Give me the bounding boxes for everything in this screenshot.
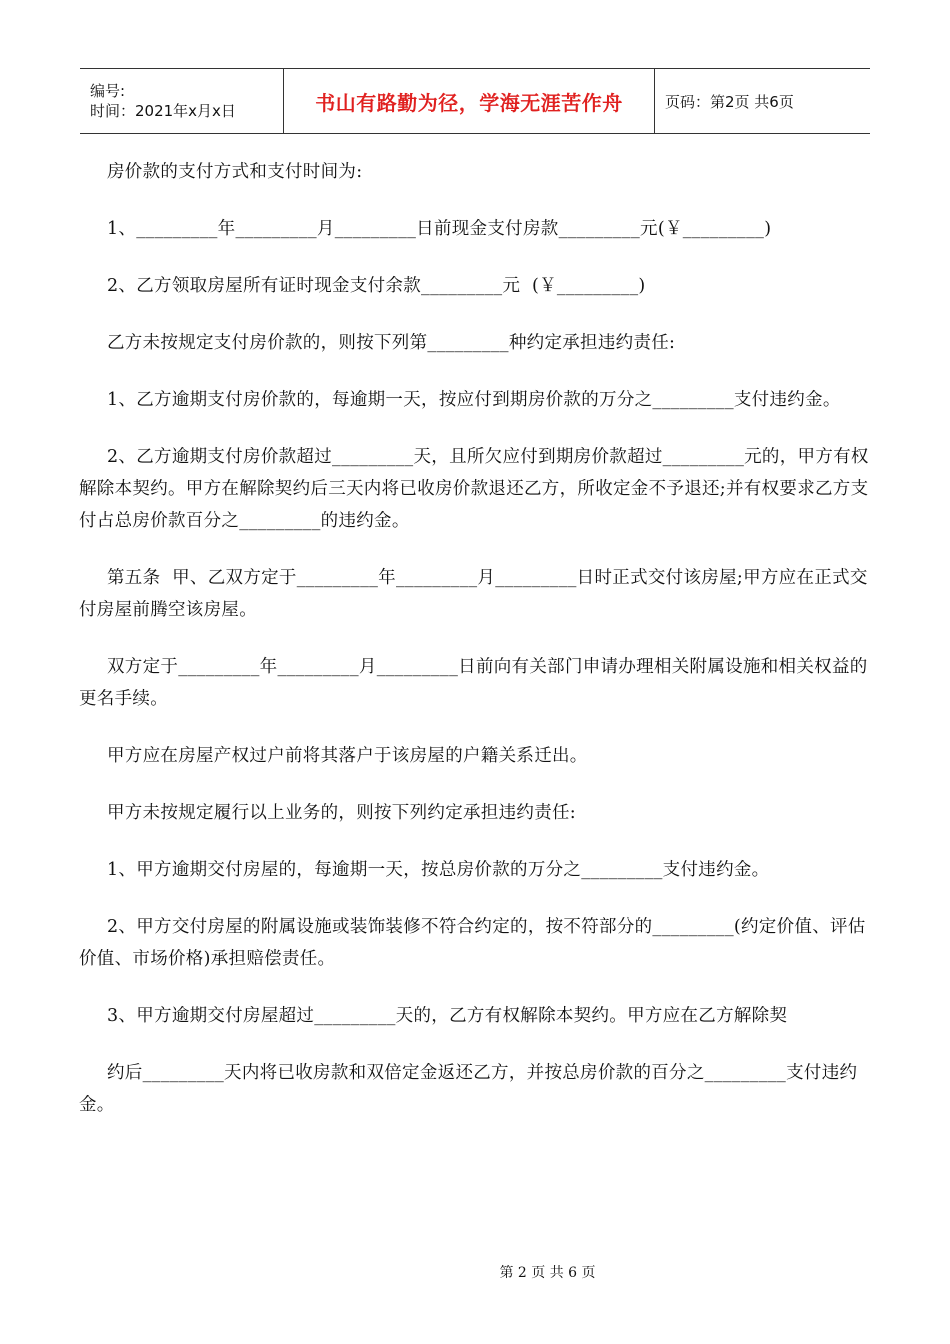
paragraph: 甲方未按规定履行以上业务的，则按下列约定承担违约责任:	[107, 803, 576, 823]
paragraph: 1、_________年_________月_________日前现金支付房款_________元(￥_________)	[107, 219, 772, 239]
paragraph: 双方定于_________年_________月_________日前向有关部门申请办理相关附属设施和相关权益的更名手续。	[79, 657, 868, 709]
document-body	[79, 156, 879, 1146]
paragraph: 1、乙方逾期支付房价款的，每逾期一天，按应付到期房价款的万分之_________支付违约金。	[107, 390, 841, 410]
footer-page-number: 第 2 页 共 6 页	[499, 1265, 596, 1281]
paragraph: 第五条 甲、乙双方定于_________年_________月_________日时正式交付该房屋;甲方应在正式交付房屋前腾空该房屋。	[79, 568, 868, 620]
document-time-label: 时间：2021年x月x日	[90, 102, 236, 120]
paragraph: 2、乙方领取房屋所有证时现金支付余款_________元 (￥_________)	[107, 276, 646, 296]
document-number-label: 编号:	[90, 82, 126, 100]
paragraph: 2、甲方交付房屋的附属设施或装饰装修不符合约定的，按不符部分的_________(约定价值、评估价值、市场价格)承担赔偿责任。	[79, 917, 866, 969]
header-page-info: 页码：第2页 共6页	[665, 92, 794, 111]
paragraph: 3、甲方逾期交付房屋超过_________天的，乙方有权解除本契约。甲方应在乙方解除契	[107, 1006, 788, 1026]
header-middle	[283, 69, 655, 133]
page-footer	[0, 1262, 950, 1282]
paragraph: 约后_________天内将已收房款和双倍定金返还乙方，并按总房价款的百分之_________支付违约金。	[79, 1063, 858, 1115]
header-right	[655, 69, 870, 133]
header-motto: 书山有路勤为径，学海无涯苦作舟	[315, 90, 623, 115]
header-left	[80, 69, 283, 133]
paragraph: 房价款的支付方式和支付时间为:	[107, 162, 363, 182]
paragraph: 1、甲方逾期交付房屋的，每逾期一天，按总房价款的万分之_________支付违约金。	[107, 860, 770, 880]
page-header	[80, 68, 870, 134]
paragraph: 甲方应在房屋产权过户前将其落户于该房屋的户籍关系迁出。	[107, 746, 588, 766]
paragraph: 2、乙方逾期支付房价款超过_________天，且所欠应付到期房价款超过_________元的，甲方有权解除本契约。甲方在解除契约后三天内将已收房价款退还乙方，所收定金不予退还;并有权要求乙方支付占总房价款百分之_________的违约金。	[79, 447, 869, 531]
paragraph: 乙方未按规定支付房价款的，则按下列第_________种约定承担违约责任:	[107, 333, 676, 353]
